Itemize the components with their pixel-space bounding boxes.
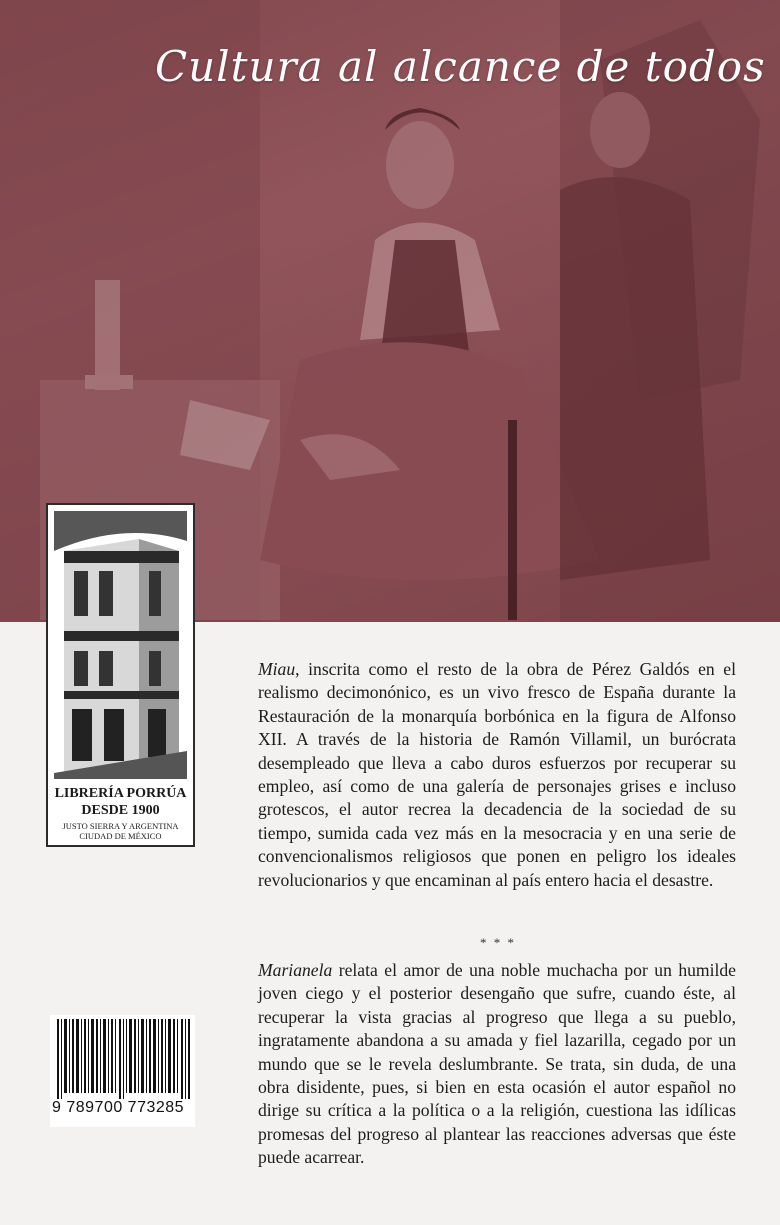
section-separator: * * * bbox=[480, 935, 516, 950]
publisher-logo bbox=[46, 503, 195, 847]
barcode-icon bbox=[55, 1019, 193, 1099]
synopsis-miau-text: , inscrita como el resto de la obra de Pérez Galdós en el realismo decimonónico, es un vivo fresco de España durante la Restauración de la monarquía borbónica en la figura de Alfonso XII. A través de la historia de Ramón Villamil, un burócrata desempleado que lleva a cabo duros esfuerzos por recuperar su empleo, así como de una galería de personajes grises e incluso grotescos, el autor recrea la decadencia de la sociedad de su tiempo, sumida cada vez más en la mesocracia y en una serie de convencionalismos religiosos que ponen en peligro los ideales revolucionarios y que encaminan al país entero hacia el desastre. bbox=[258, 659, 736, 890]
cover-slogan: Cultura al alcance de todos bbox=[155, 42, 766, 91]
synopsis-miau bbox=[258, 658, 736, 892]
isbn-number: 9 789700 773285 bbox=[52, 1099, 185, 1116]
synopsis-marianela bbox=[258, 959, 736, 1170]
publisher-address-line2: CIUDAD DE MÉXICO bbox=[79, 831, 162, 841]
publisher-name: LIBRERÍA PORRÚA bbox=[54, 786, 187, 801]
isbn-barcode bbox=[50, 1015, 195, 1127]
book-title-miau: Miau bbox=[258, 659, 296, 679]
book-title-marianela: Marianela bbox=[258, 960, 333, 980]
synopsis-marianela-text: relata el amor de una noble muchacha por un humilde joven ciego y el posterior desengaño que sufre, cuando éste, al recuperar la vista gracias al progreso que llega a su pueblo, ingratamente abandona a su amada y fiel lazarilla, cegado por un mundo que se le revela deslumbrante. Se trata, sin duda, de una obra disidente, pues, si bien en esta ocasión el autor español no dirige su crítica a la política o a la religión, cuestiona las idílicas promesas del progreso al plantear las reacciones adversas que éste puede acarrear. bbox=[258, 960, 736, 1168]
bookstore-building-illustration bbox=[54, 511, 187, 779]
publisher-since: DESDE 1900 bbox=[81, 803, 160, 818]
publisher-address-line1: JUSTO SIERRA Y ARGENTINA bbox=[62, 821, 179, 831]
